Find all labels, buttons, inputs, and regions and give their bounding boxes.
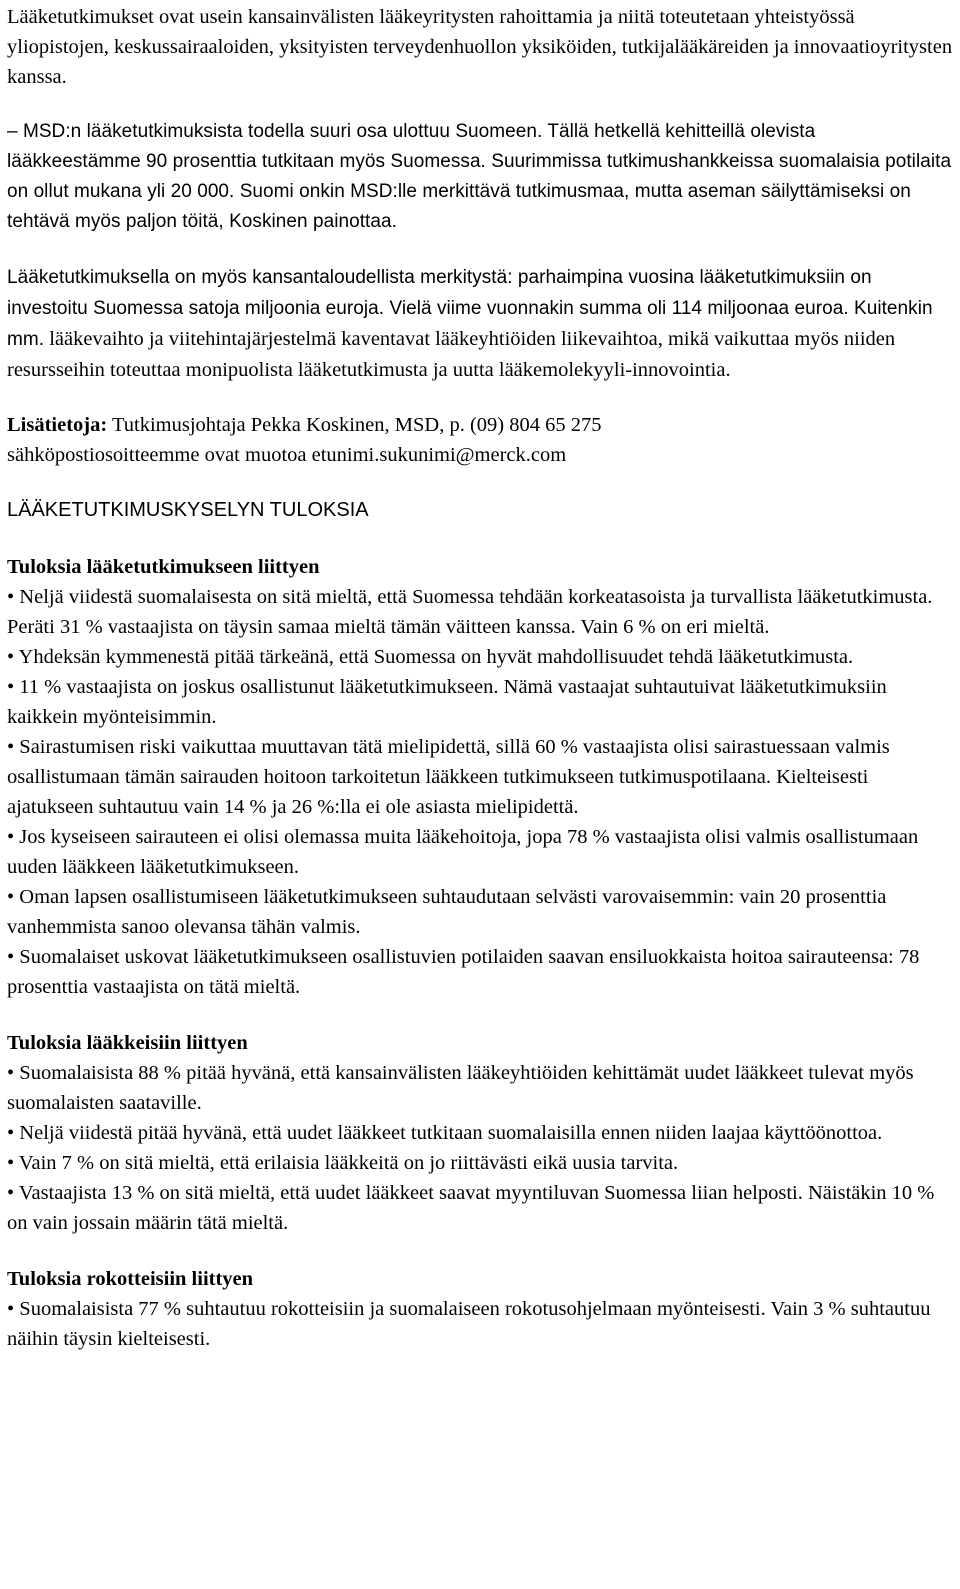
contact-text: Tutkimusjohtaja Pekka Koskinen, MSD, p. (09) 804 65 275 bbox=[107, 414, 602, 436]
section-title: Tuloksia lääketutkimukseen liittyen bbox=[7, 556, 320, 578]
contact-line bbox=[7, 410, 953, 440]
section-title: Tuloksia lääkkeisiin liittyen bbox=[7, 1032, 248, 1054]
bullet-item: • Vain 7 % on sitä mieltä, että erilaisia lääkkeitä on jo riittävästi eikä uusia tarvita. bbox=[7, 1152, 679, 1174]
contact-info bbox=[7, 410, 953, 470]
contact-label: Lisätietoja: bbox=[7, 414, 108, 436]
bullet-item: • Neljä viidestä pitää hyvänä, että uudet lääkkeet tutkitaan suomalaisilla ennen niiden laajaa käyttöönottoa. bbox=[7, 1122, 883, 1144]
intro-paragraph-2: – MSD:n lääketutkimuksista todella suuri osa ulottuu Suomeen. Tällä hetkellä kehitteillä olevista lääkkeestämme 90 prosenttia tutkitaan myös Suomessa. Suurimmissa tutkimushankkeissa suomalaisia potilaita on ollut mukana yli 20 000. Suomi onkin MSD:lle merkittävä tutkimusmaa, mutta aseman säilyttämiseksi on tehtävä myös paljon töitä, Koskinen painottaa. bbox=[7, 121, 952, 232]
contact-email-line: sähköpostiosoitteemme ovat muotoa etunimi.sukunimi@merck.com bbox=[7, 444, 567, 466]
intro-paragraph-3-sans-part: Lääketutkimuksella on myös kansantaloudellista merkitystä: parhaimpina vuosina lääketutkimuksiin on investoitu Suomessa satoja miljoonia euroja. Vielä viime vuonnakin summa oli 114 miljoonaa euroa. Kuitenkin mm. bbox=[7, 267, 933, 350]
bullet-item: • Suomalaiset uskovat lääketutkimukseen osallistuvien potilaiden saavan ensiluokkaista hoitoa sairauteensa: 78 prosenttia vastaajista on tätä mieltä. bbox=[7, 946, 920, 998]
intro-paragraph-3-serif-part: lääkevaihto ja viitehintajärjestelmä kaventavat lääkeyhtiöiden liikevaihtoa, mikä vaikuttaa myös niiden resursseihin toteuttaa monipuolista lääketutkimusta ja uutta lääkemolekyyli-innovointia. bbox=[7, 328, 896, 381]
bullet-item: • Oman lapsen osallistumiseen lääketutkimukseen suhtaudutaan selvästi varovaisemmin: vain 20 prosenttia vanhemmista sanoo olevansa tähän valmis. bbox=[7, 886, 887, 938]
bullet-item: • Vastaajista 13 % on sitä mieltä, että uudet lääkkeet saavat myyntiluvan Suomessa liian helposti. Näistäkin 10 % on vain jossain määrin tätä mieltä. bbox=[7, 1182, 935, 1234]
bullet-item: • Suomalaisista 88 % pitää hyvänä, että kansainvälisten lääkeyhtiöiden kehittämät uudet lääkkeet tulevat myös suomalaisten saataville. bbox=[7, 1062, 914, 1114]
results-heading: LÄÄKETUTKIMUSKYSELYN TULOKSIA bbox=[7, 499, 369, 521]
bullet-item: • Suomalaisista 77 % suhtautuu rokotteisiin ja suomalaiseen rokotusohjelmaan myönteisesti. Vain 3 % suhtautuu näihin täysin kielteisesti. bbox=[7, 1298, 931, 1350]
bullet-item: • Sairastumisen riski vaikuttaa muuttavan tätä mielipidettä, sillä 60 % vastaajista olisi sairastuessaan valmis osallistumaan tämän sairauden hoitoon tarkoitetun lääkkeen tutkimukseen tutkimuspotilaana. Kielteisesti ajatukseen suhtautuu vain 14 % ja 26 %:lla ei ole asiasta mielipidettä. bbox=[7, 736, 890, 818]
bullet-item: • Neljä viidestä suomalaisesta on sitä mieltä, että Suomessa tehdään korkeatasoista ja turvallista lääketutkimusta. Peräti 31 % vastaajista on täysin samaa mieltä tämän väitteen kanssa. Vain 6 % on eri mieltä. bbox=[7, 586, 933, 638]
document-page bbox=[0, 2, 960, 1354]
section-medicine-results bbox=[7, 1028, 953, 1238]
section-title: Tuloksia rokotteisiin liittyen bbox=[7, 1268, 254, 1290]
bullet-item: • Yhdeksän kymmenestä pitää tärkeänä, että Suomessa on hyvät mahdollisuudet tehdä lääketutkimusta. bbox=[7, 646, 854, 668]
bullet-item: • Jos kyseiseen sairauteen ei olisi olemassa muita lääkehoitoja, jopa 78 % vastaajista olisi valmis osallistumaan uuden lääkkeen lääketutkimukseen. bbox=[7, 826, 919, 878]
intro-paragraph-3 bbox=[7, 262, 953, 385]
section-research-results bbox=[7, 552, 953, 1002]
section-vaccine-results bbox=[7, 1264, 953, 1354]
intro-paragraph-1: Lääketutkimukset ovat usein kansainvälisten lääkeyritysten rahoittamia ja niitä toteutetaan yhteistyössä yliopistojen, keskussairaaloiden, yksityisten terveydenhuollon yksiköiden, tutkijalääkäreiden ja innovaatioyritysten kanssa. bbox=[7, 6, 953, 88]
bullet-item: • 11 % vastaajista on joskus osallistunut lääketutkimukseen. Nämä vastaajat suhtautuivat lääketutkimuksiin kaikkein myönteisimmin. bbox=[7, 676, 887, 728]
